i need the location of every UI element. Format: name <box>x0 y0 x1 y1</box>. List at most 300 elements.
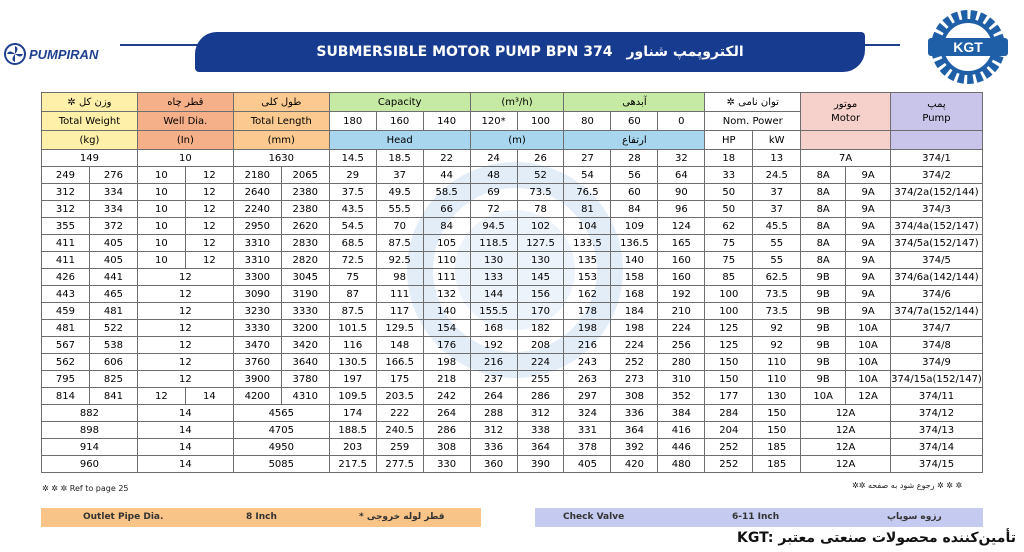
table-cell: 364 <box>517 439 564 456</box>
table-cell: 14.5 <box>329 150 376 167</box>
table-cell: 73.5 <box>517 184 564 201</box>
table-cell: 12 <box>185 201 233 218</box>
table-cell: 7A <box>801 150 891 167</box>
table-cell: 37.5 <box>329 184 376 201</box>
table-body <box>42 150 983 473</box>
table-cell: 284 <box>705 405 753 422</box>
page-title <box>195 32 865 72</box>
col-pump-en: Pump <box>922 112 951 124</box>
table-cell: 224 <box>517 354 564 371</box>
table-cell: 176 <box>423 337 470 354</box>
col-power-en: Nom. Power <box>705 112 801 131</box>
table-cell: 3300 <box>233 269 281 286</box>
table-cell: 132 <box>423 286 470 303</box>
table-cell: 174 <box>329 405 376 422</box>
table-cell: 252 <box>611 354 658 371</box>
table-cell: 538 <box>89 337 137 354</box>
table-row <box>42 286 983 303</box>
table-cell: 204 <box>705 422 753 439</box>
table-cell: 4950 <box>233 439 329 456</box>
table-cell: 465 <box>89 286 137 303</box>
col-motor-fa: موتور <box>833 98 858 110</box>
table-cell: 3090 <box>233 286 281 303</box>
table-cell: 58.5 <box>423 184 470 201</box>
capacity-value: 60 <box>611 112 658 131</box>
table-cell: 216 <box>470 354 517 371</box>
table-cell: 168 <box>470 320 517 337</box>
table-cell: 441 <box>89 269 137 286</box>
table-cell: 2640 <box>233 184 281 201</box>
table-cell: 420 <box>611 456 658 473</box>
table-cell: 109 <box>611 218 658 235</box>
check-label-fa: رزوه سوپاپ <box>887 512 942 522</box>
table-cell: 3470 <box>233 337 281 354</box>
table-cell: 45.5 <box>753 218 801 235</box>
table-cell: 100 <box>705 303 753 320</box>
table-cell: 130 <box>753 388 801 405</box>
table-cell: 374/11 <box>891 388 983 405</box>
table-cell: 203 <box>329 439 376 456</box>
table-cell: 276 <box>89 167 137 184</box>
outlet-label-fa: * قطر لوله خروجی <box>359 512 445 522</box>
table-cell: 49.5 <box>376 184 423 201</box>
table-cell: 374/2a(152/144) <box>891 184 983 201</box>
table-cell: 14 <box>137 405 233 422</box>
capacity-value: 80 <box>564 112 611 131</box>
table-cell: 92.5 <box>376 252 423 269</box>
table-cell: 75 <box>705 235 753 252</box>
col-well-unit: (In) <box>137 131 233 150</box>
footer-text: KGT: تأمین‌کننده محصولات صنعتی معتبر <box>737 530 1016 546</box>
table-cell: 3310 <box>233 235 281 252</box>
table-cell: 312 <box>517 405 564 422</box>
table-cell: 374/5a(152/147) <box>891 235 983 252</box>
table-cell: 2620 <box>281 218 329 235</box>
table-cell: 68.5 <box>329 235 376 252</box>
table-cell: 12 <box>137 286 233 303</box>
table-cell: 32 <box>658 150 705 167</box>
pump-header-spacer <box>891 131 983 150</box>
table-cell: 392 <box>611 439 658 456</box>
table-cell: 52 <box>517 167 564 184</box>
table-cell: 374/9 <box>891 354 983 371</box>
table-cell: 10A <box>846 337 891 354</box>
table-cell: 130 <box>470 252 517 269</box>
table-cell: 10 <box>137 201 185 218</box>
table-cell: 8A <box>801 201 846 218</box>
col-head-unit: (m) <box>470 131 564 150</box>
col-capacity-unit: (m³/h) <box>470 93 564 112</box>
table-cell: 374/2 <box>891 167 983 184</box>
table-cell: 110 <box>423 252 470 269</box>
table-cell: 192 <box>658 286 705 303</box>
table-cell: 312 <box>470 422 517 439</box>
table-cell: 898 <box>42 422 138 439</box>
table-cell: 87 <box>329 286 376 303</box>
table-cell: 360 <box>470 456 517 473</box>
table-cell: 153 <box>564 269 611 286</box>
table-cell: 825 <box>89 371 137 388</box>
table-cell: 12A <box>801 456 891 473</box>
table-cell: 2950 <box>233 218 281 235</box>
table-cell: 2065 <box>281 167 329 184</box>
table-cell: 2820 <box>281 252 329 269</box>
table-cell: 286 <box>423 422 470 439</box>
table-cell: 481 <box>89 303 137 320</box>
table-cell: 4200 <box>233 388 281 405</box>
table-row <box>42 320 983 337</box>
table-cell: 914 <box>42 439 138 456</box>
table-cell: 12 <box>137 303 233 320</box>
table-cell: 10 <box>137 218 185 235</box>
table-cell: 98 <box>376 269 423 286</box>
table-cell: 12 <box>137 354 233 371</box>
table-cell: 3330 <box>281 303 329 320</box>
col-weight-fa: ✲ وزن کل <box>42 93 138 112</box>
table-cell: 312 <box>42 184 90 201</box>
table-cell: 92 <box>753 320 801 337</box>
table-cell: 2380 <box>281 201 329 218</box>
col-power-fa: ✲ توان نامی <box>705 93 801 112</box>
brand-name: PUMPIRAN <box>29 46 99 62</box>
table-cell: 130 <box>517 252 564 269</box>
table-cell: 84 <box>611 201 658 218</box>
table-row <box>42 337 983 354</box>
table-cell: 125 <box>705 320 753 337</box>
table-cell: 133.5 <box>564 235 611 252</box>
table-cell: 237 <box>470 371 517 388</box>
table-cell: 8A <box>801 167 846 184</box>
table-cell: 8A <box>801 252 846 269</box>
table-cell: 308 <box>611 388 658 405</box>
col-head-fa: ارتفاع <box>564 131 705 150</box>
table-cell: 522 <box>89 320 137 337</box>
table-cell: 192 <box>470 337 517 354</box>
table-cell: 75 <box>705 252 753 269</box>
table-cell: 102 <box>517 218 564 235</box>
table-cell: 378 <box>564 439 611 456</box>
table-cell: 111 <box>423 269 470 286</box>
table-cell: 374/4a(152/147) <box>891 218 983 235</box>
table-cell: 9B <box>801 303 846 320</box>
table-cell: 405 <box>564 456 611 473</box>
table-cell: 73.5 <box>753 286 801 303</box>
table-cell: 14 <box>137 439 233 456</box>
table-cell: 100 <box>705 286 753 303</box>
table-cell: 814 <box>42 388 90 405</box>
table-cell: 14 <box>185 388 233 405</box>
table-cell: 37 <box>376 167 423 184</box>
table-cell: 9A <box>846 235 891 252</box>
table-cell: 156 <box>517 286 564 303</box>
table-cell: 374/7 <box>891 320 983 337</box>
table-cell: 10 <box>137 252 185 269</box>
table-cell: 160 <box>658 269 705 286</box>
table-cell: 252 <box>705 439 753 456</box>
table-cell: 162 <box>564 286 611 303</box>
table-cell: 145 <box>517 269 564 286</box>
table-cell: 9B <box>801 371 846 388</box>
table-cell: 259 <box>376 439 423 456</box>
table-cell: 330 <box>423 456 470 473</box>
table-row <box>42 405 983 422</box>
table-cell: 55.5 <box>376 201 423 218</box>
table-cell: 150 <box>753 422 801 439</box>
table-cell: 129.5 <box>376 320 423 337</box>
kgt-logo-text: KGT <box>953 39 983 55</box>
table-cell: 117 <box>376 303 423 320</box>
table-cell: 216 <box>564 337 611 354</box>
table-cell: 78 <box>517 201 564 218</box>
table-cell: 374/6a(142/144) <box>891 269 983 286</box>
capacity-value: 180 <box>329 112 376 131</box>
table-cell: 12 <box>185 167 233 184</box>
table-cell: 69 <box>470 184 517 201</box>
table-cell: 242 <box>423 388 470 405</box>
table-cell: 8A <box>801 218 846 235</box>
outlet-value: 8 Inch <box>246 512 277 522</box>
table-cell: 12 <box>137 371 233 388</box>
table-cell: 125 <box>705 337 753 354</box>
table-cell: 12 <box>185 252 233 269</box>
table-cell: 28 <box>611 150 658 167</box>
table-cell: 109.5 <box>329 388 376 405</box>
col-capacity-fa: آبدهی <box>564 93 705 112</box>
table-cell: 2240 <box>233 201 281 218</box>
col-well-en: Well Dia. <box>137 112 233 131</box>
table-cell: 3330 <box>233 320 281 337</box>
table-cell: 140 <box>423 303 470 320</box>
table-cell: 443 <box>42 286 90 303</box>
table-cell: 8A <box>801 235 846 252</box>
table-cell: 55 <box>753 252 801 269</box>
table-cell: 2830 <box>281 235 329 252</box>
table-cell: 841 <box>89 388 137 405</box>
capacity-value: 120* <box>470 112 517 131</box>
table-cell: 94.5 <box>470 218 517 235</box>
table-cell: 14 <box>137 456 233 473</box>
table-cell: 5085 <box>233 456 329 473</box>
table-cell: 480 <box>658 456 705 473</box>
table-cell: 185 <box>753 439 801 456</box>
table-cell: 55 <box>753 235 801 252</box>
table-cell: 4565 <box>233 405 329 422</box>
table-cell: 124 <box>658 218 705 235</box>
table-cell: 208 <box>517 337 564 354</box>
table-cell: 264 <box>470 388 517 405</box>
table-cell: 264 <box>423 405 470 422</box>
table-cell: 73.5 <box>753 303 801 320</box>
check-valve-bar <box>535 508 983 527</box>
table-cell: 33 <box>705 167 753 184</box>
table-cell: 374/5 <box>891 252 983 269</box>
table-cell: 198 <box>423 354 470 371</box>
table-cell: 70 <box>376 218 423 235</box>
table-cell: 144 <box>470 286 517 303</box>
table-cell: 3760 <box>233 354 281 371</box>
table-cell: 84 <box>423 218 470 235</box>
table-cell: 136.5 <box>611 235 658 252</box>
table-cell: 185 <box>753 456 801 473</box>
table-cell: 18.5 <box>376 150 423 167</box>
table-row <box>42 201 983 218</box>
table-cell: 3900 <box>233 371 281 388</box>
table-cell: 222 <box>376 405 423 422</box>
table-cell: 217.5 <box>329 456 376 473</box>
table-cell: 18 <box>705 150 753 167</box>
table-cell: 54 <box>564 167 611 184</box>
table-cell: 374/12 <box>891 405 983 422</box>
table-cell: 336 <box>470 439 517 456</box>
table-row <box>42 235 983 252</box>
title-english: SUBMERSIBLE MOTOR PUMP BPN 374 <box>316 44 613 60</box>
table-cell: 130.5 <box>329 354 376 371</box>
capacity-value: 140 <box>423 112 470 131</box>
table-cell: 10A <box>846 320 891 337</box>
table-cell: 334 <box>89 184 137 201</box>
table-cell: 72 <box>470 201 517 218</box>
table-cell: 567 <box>42 337 90 354</box>
table-cell: 12A <box>801 405 891 422</box>
table-cell: 277.5 <box>376 456 423 473</box>
table-row <box>42 269 983 286</box>
outlet-pipe-bar <box>41 508 481 527</box>
table-cell: 8A <box>801 184 846 201</box>
table-cell: 12 <box>137 320 233 337</box>
table-cell: 405 <box>89 252 137 269</box>
spec-table <box>41 92 983 473</box>
table-cell: 10 <box>137 235 185 252</box>
kgt-logo <box>920 8 1016 86</box>
table-cell: 960 <box>42 456 138 473</box>
table-cell: 240.5 <box>376 422 423 439</box>
table-cell: 286 <box>517 388 564 405</box>
table-cell: 81 <box>564 201 611 218</box>
check-label-en: Check Valve <box>563 512 625 522</box>
table-row <box>42 422 983 439</box>
table-cell: 459 <box>42 303 90 320</box>
table-cell: 9B <box>801 286 846 303</box>
table-cell: 62.5 <box>753 269 801 286</box>
table-cell: 150 <box>705 354 753 371</box>
table-cell: 374/8 <box>891 337 983 354</box>
table-cell: 374/15 <box>891 456 983 473</box>
table-cell: 22 <box>423 150 470 167</box>
table-cell: 288 <box>470 405 517 422</box>
outlet-label-en: Outlet Pipe Dia. <box>83 512 164 522</box>
table-cell: 9A <box>846 201 891 218</box>
table-cell: 90 <box>658 184 705 201</box>
ref-note-en: ✲ ✲ ✲ Ref to page 25 <box>42 484 129 493</box>
table-cell: 256 <box>658 337 705 354</box>
table-cell: 197 <box>329 371 376 388</box>
table-cell: 166.5 <box>376 354 423 371</box>
table-cell: 3045 <box>281 269 329 286</box>
table-cell: 4310 <box>281 388 329 405</box>
table-cell: 280 <box>658 354 705 371</box>
table-cell: 188.5 <box>329 422 376 439</box>
table-cell: 4705 <box>233 422 329 439</box>
table-cell: 3200 <box>281 320 329 337</box>
table-cell: 308 <box>423 439 470 456</box>
table-cell: 150 <box>705 371 753 388</box>
table-row <box>42 439 983 456</box>
col-pump <box>891 93 983 131</box>
table-cell: 87.5 <box>329 303 376 320</box>
table-cell: 3310 <box>233 252 281 269</box>
table-cell: 3640 <box>281 354 329 371</box>
table-cell: 43.5 <box>329 201 376 218</box>
table-cell: 24.5 <box>753 167 801 184</box>
table-cell: 562 <box>42 354 90 371</box>
table-cell: 334 <box>89 201 137 218</box>
table-cell: 104 <box>564 218 611 235</box>
table-cell: 2180 <box>233 167 281 184</box>
table-cell: 3420 <box>281 337 329 354</box>
table-cell: 255 <box>517 371 564 388</box>
col-weight-en: Total Weight <box>42 112 138 131</box>
table-cell: 405 <box>89 235 137 252</box>
table-cell: 75 <box>329 269 376 286</box>
table-cell: 158 <box>611 269 658 286</box>
table-cell: 9B <box>801 320 846 337</box>
table-cell: 297 <box>564 388 611 405</box>
capacity-value: 160 <box>376 112 423 131</box>
table-cell: 218 <box>423 371 470 388</box>
table-row <box>42 252 983 269</box>
table-cell: 198 <box>564 320 611 337</box>
table-cell: 76.5 <box>564 184 611 201</box>
table-cell: 92 <box>753 337 801 354</box>
table-cell: 85 <box>705 269 753 286</box>
table-cell: 10 <box>137 167 185 184</box>
table-row <box>42 184 983 201</box>
table-cell: 26 <box>517 150 564 167</box>
table-cell: 110 <box>753 371 801 388</box>
table-cell: 116 <box>329 337 376 354</box>
table-cell: 54.5 <box>329 218 376 235</box>
table-cell: 29 <box>329 167 376 184</box>
table-cell: 9A <box>846 303 891 320</box>
col-motor <box>801 93 891 131</box>
table-cell: 606 <box>89 354 137 371</box>
col-power-kw: kW <box>753 131 801 150</box>
table-cell: 9A <box>846 218 891 235</box>
table-cell: 14 <box>137 422 233 439</box>
col-power-hp: HP <box>705 131 753 150</box>
table-cell: 9B <box>801 354 846 371</box>
table-cell: 374/13 <box>891 422 983 439</box>
table-cell: 168 <box>611 286 658 303</box>
table-cell: 1630 <box>233 150 329 167</box>
table-cell: 135 <box>564 252 611 269</box>
table-cell: 2380 <box>281 184 329 201</box>
table-cell: 390 <box>517 456 564 473</box>
table-cell: 338 <box>517 422 564 439</box>
table-cell: 12 <box>137 388 185 405</box>
table-cell: 312 <box>42 201 90 218</box>
table-cell: 160 <box>658 252 705 269</box>
table-row <box>42 354 983 371</box>
table-cell: 140 <box>611 252 658 269</box>
ref-note-fa: ✲✲ رجوع شود به صفحه ✲ ✲ ✲ <box>852 481 963 490</box>
table-cell: 96 <box>658 201 705 218</box>
table-cell: 105 <box>423 235 470 252</box>
table-cell: 374/15a(152/147) <box>891 371 983 388</box>
table-cell: 184 <box>611 303 658 320</box>
table-cell: 48 <box>470 167 517 184</box>
table-cell: 243 <box>564 354 611 371</box>
